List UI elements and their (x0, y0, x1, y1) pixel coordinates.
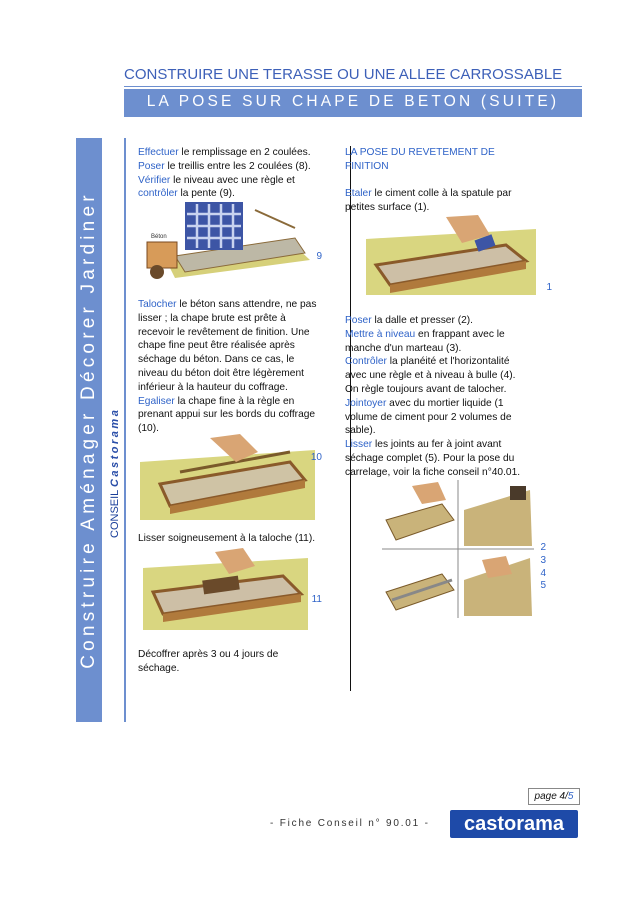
figure-numbers-2-5: 2 3 4 5 (540, 542, 546, 592)
illustration-10-leveling (140, 432, 315, 520)
illustration-2-5-tiling (382, 480, 534, 618)
illustration-1-spreading (366, 215, 536, 295)
conseil-castorama-vertical (107, 388, 123, 538)
left-paragraph-4: Décoffrer après 3 ou 4 jours de séchage. (138, 649, 279, 674)
left-column (138, 146, 334, 201)
page-subtitle: LA POSE SUR CHAPE DE BETON (SUITE) (146, 93, 560, 110)
page-title: CONSTRUIRE UNE TERASSE OU UNE ALLEE CARROSSABLE (124, 66, 563, 83)
castorama-logo: castorama (450, 810, 578, 838)
figure-number-11: 11 (311, 594, 322, 605)
illustration-9-grid-pouring (145, 198, 310, 286)
beton-label: Béton (151, 234, 167, 240)
right-paragraph-2: Poser la dalle et presser (2). Mettre à niveau en frappant avec le manche d'un marteau (3). Contrôler la planéité et l'horizontalité avec une règle et à niveau à bulle (4). On règle toujours avant de talocher. Jointoyer avec du mortier liquide (1 volume de ciment pour 2 volumes de sable). Lisser les joints au fer à joint avant séchage complet (5). Pour la pose du carrelage, voir la fiche conseil n°40.01. (345, 315, 521, 478)
conseil-brand: Castorama (109, 407, 121, 488)
side-band-text: Construire Aménager Décorer Jardiner (78, 191, 99, 669)
right-column (345, 146, 555, 215)
side-band (76, 138, 102, 722)
fiche-conseil-number: - Fiche Conseil n° 90.01 - (270, 818, 430, 829)
illustration-11-smoothing (143, 548, 308, 630)
title-rule (124, 86, 582, 87)
conseil-prefix: CONSEIL (109, 487, 121, 538)
figure-number-1: 1 (546, 282, 552, 293)
left-paragraph-1: Effectuer le remplissage en 2 coulées. Poser le treillis entre les 2 coulées (8). Vérifier le niveau avec une règle et contrôler la pente (9). (138, 147, 311, 200)
left-paragraph-3: Lisser soigneusement à la taloche (11). (138, 533, 316, 544)
left-paragraph-2: Talocher le béton sans attendre, ne pas lisser ; la chape brute est prête à recevoir le revêtement de finition. Une chape fine peut être réalisée après séchage du béton. Dans ce cas, le niveau du béton doit être légèrement inférieur à la hauteur du coffrage. Egaliser la chape fine à la règle en prenant appui sur les bords du coffrage (10). (138, 299, 317, 435)
side-divider (124, 138, 126, 722)
right-paragraph-1: Etaler le ciment colle à la spatule par petites surface (1). (345, 188, 512, 214)
figure-number-9: 9 (316, 251, 322, 262)
figure-number-10: 10 (310, 452, 322, 463)
right-heading: LA POSE DU REVETEMENT DE FINITION (345, 147, 495, 172)
page-indicator: page 4/5 (528, 788, 580, 805)
